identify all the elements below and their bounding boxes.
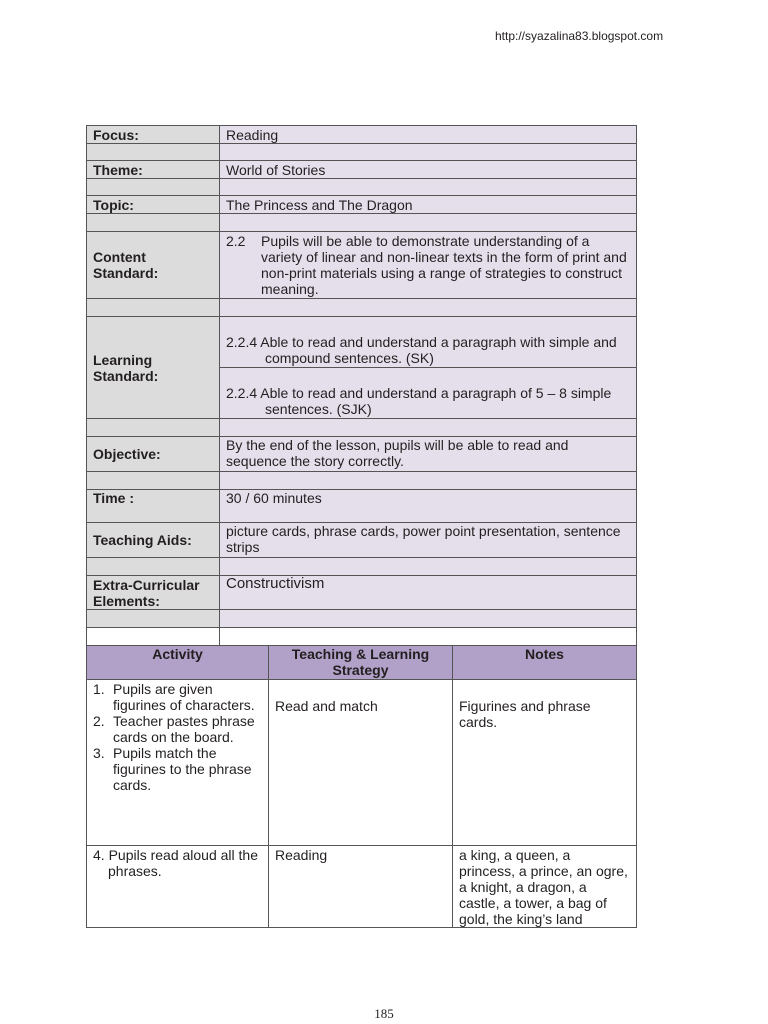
list-item: 1. Pupils are given figurines of characters. bbox=[93, 681, 255, 713]
content-standard-label: Content Standard: bbox=[87, 232, 220, 299]
activity-steps-list bbox=[93, 681, 262, 793]
page-number: 185 bbox=[374, 1006, 394, 1021]
focus-label: Focus: bbox=[87, 126, 220, 144]
topic-label: Topic: bbox=[87, 196, 220, 214]
topic-value: The Princess and The Dragon bbox=[220, 196, 637, 214]
notes-cell: Figurines and phrase cards. bbox=[453, 680, 637, 846]
learning-standard-2: 2.2.4 Able to read and understand a paragraph of 5 – 8 simple sentences. (SJK) bbox=[226, 385, 612, 417]
activity-header: Activity bbox=[87, 646, 269, 680]
learning-standard-label: Learning Standard: bbox=[87, 317, 220, 419]
blog-url: http://syazalina83.blogspot.com bbox=[495, 29, 664, 43]
strategy-header: Teaching & Learning Strategy bbox=[269, 646, 453, 680]
extra-curricular-label: Extra-Curricular Elements: bbox=[87, 576, 220, 610]
activity-table bbox=[86, 645, 637, 928]
content-standard-number: 2.2 bbox=[226, 233, 246, 249]
content-standard-value bbox=[220, 232, 637, 299]
strategy-cell: Read and match bbox=[269, 680, 453, 846]
list-item: 2. Teacher pastes phrase cards on the board. bbox=[93, 713, 255, 745]
lesson-info-table bbox=[86, 125, 637, 646]
theme-label: Theme: bbox=[87, 161, 220, 179]
teaching-aids-value: picture cards, phrase cards, power point presentation, sentence strips bbox=[220, 523, 637, 558]
theme-value: World of Stories bbox=[220, 161, 637, 179]
notes-cell: a king, a queen, a princess, a prince, an ogre, a knight, a dragon, a castle, a tower, a bag of gold, the king’s land bbox=[453, 846, 637, 928]
focus-value: Reading bbox=[220, 126, 637, 144]
teaching-aids-label: Teaching Aids: bbox=[87, 523, 220, 558]
time-label: Time : bbox=[87, 490, 220, 523]
strategy-cell: Reading bbox=[269, 846, 453, 928]
content-standard-text: Pupils will be able to demonstrate understanding of a variety of linear and non-linear texts in the form of print and non-print materials using a range of strategies to construct meaning. bbox=[261, 233, 627, 297]
time-value: 30 / 60 minutes bbox=[220, 490, 637, 523]
objective-label: Objective: bbox=[87, 437, 220, 472]
activity-step-4: 4. Pupils read aloud all the phrases. bbox=[93, 847, 258, 879]
objective-value: By the end of the lesson, pupils will be able to read and sequence the story correctly. bbox=[220, 437, 637, 472]
list-item: 3. Pupils match the figurines to the phrase cards. bbox=[93, 745, 252, 793]
notes-header: Notes bbox=[453, 646, 637, 680]
learning-standard-1: 2.2.4 Able to read and understand a paragraph with simple and compound sentences. (SK) bbox=[226, 334, 617, 366]
extra-curricular-value: Constructivism bbox=[220, 576, 637, 610]
